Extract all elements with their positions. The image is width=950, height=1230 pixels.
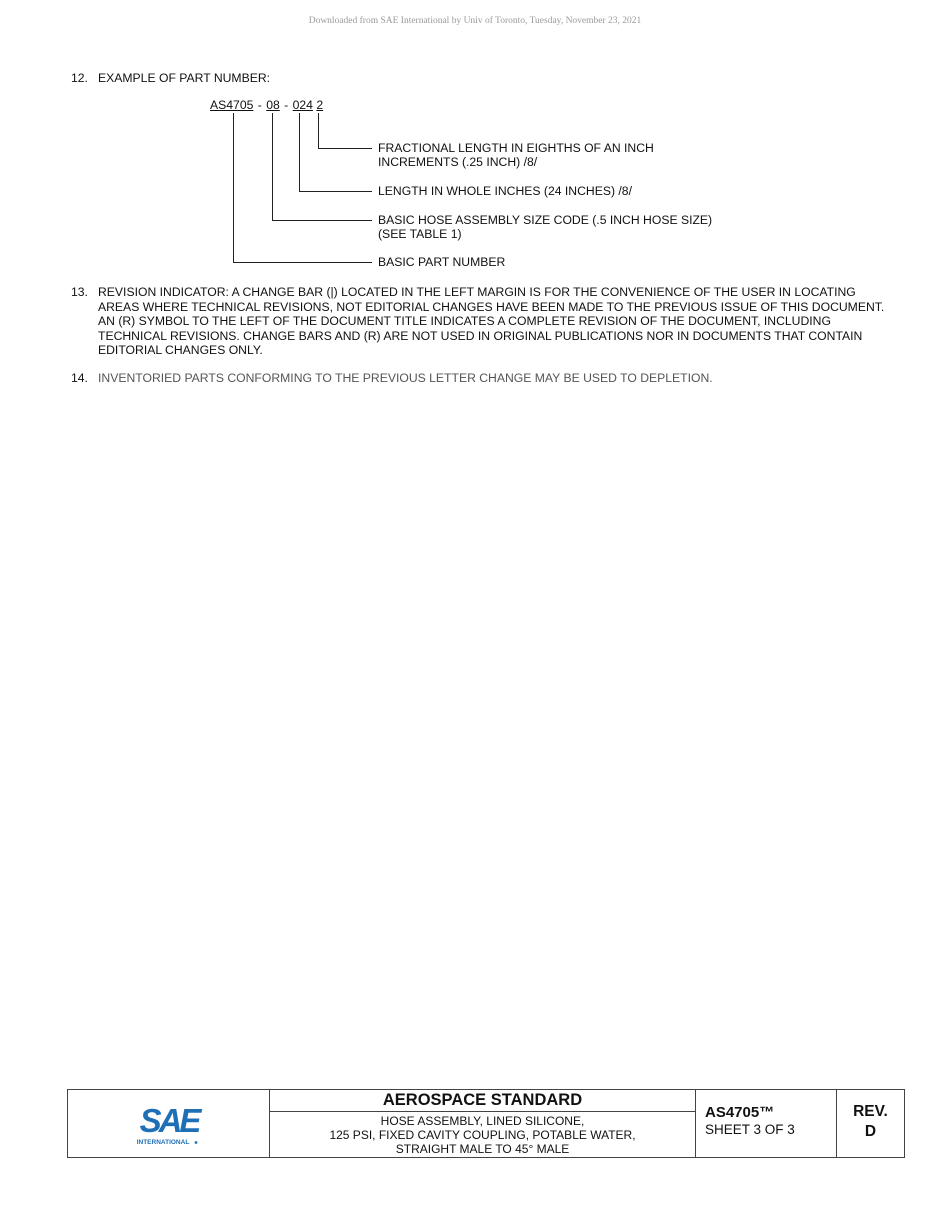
document-title	[270, 1112, 695, 1156]
title-block	[67, 1089, 905, 1158]
pn-separator: -	[257, 98, 262, 112]
pn-separator: -	[284, 98, 289, 112]
note-number: 14.	[71, 371, 88, 385]
pn-segment-length: 024	[292, 98, 313, 112]
label-line: BASIC HOSE ASSEMBLY SIZE CODE (.5 INCH HOSE SIZE)	[378, 213, 713, 227]
revision-cell	[837, 1090, 904, 1157]
pn-segment-size: 08	[266, 98, 280, 112]
document-type-heading: AEROSPACE STANDARD	[270, 1090, 695, 1112]
title-cell	[270, 1090, 696, 1157]
note-text: EXAMPLE OF PART NUMBER:	[98, 71, 271, 85]
title-line: HOSE ASSEMBLY, LINED SILICONE,	[380, 1114, 585, 1128]
note-13	[71, 285, 891, 358]
pn-segment-basic: AS4705	[210, 98, 254, 112]
title-line: 125 PSI, FIXED CAVITY COUPLING, POTABLE WATER,	[329, 1128, 636, 1142]
logo-registered-mark	[194, 1141, 197, 1144]
sae-logo-cell	[68, 1090, 270, 1157]
label-line: INCREMENTS (.25 INCH) /8/	[378, 155, 538, 170]
note-number: 13.	[71, 285, 88, 299]
sheet-number: SHEET 3 OF 3	[705, 1122, 795, 1137]
label-line: (SEE TABLE 1)	[378, 227, 462, 242]
revision-value: D	[864, 1123, 877, 1140]
revision-label: REV.	[853, 1103, 888, 1120]
pn-label-basic	[378, 255, 505, 269]
logo-wordmark: SAE	[139, 1101, 198, 1139]
sae-logo	[129, 1101, 209, 1147]
document-number-cell	[696, 1090, 837, 1157]
leader-line-basic	[234, 113, 373, 263]
document-number: AS4705™	[705, 1104, 775, 1121]
leader-line-size	[273, 113, 373, 221]
label-line: BASIC PART NUMBER	[378, 255, 506, 269]
logo-subtext: INTERNATIONAL	[136, 1138, 189, 1146]
pn-label-fraction	[378, 141, 654, 169]
title-line: STRAIGHT MALE TO 45° MALE	[395, 1142, 570, 1156]
label-line: FRACTIONAL LENGTH IN EIGHTHS OF AN INCH	[378, 141, 654, 155]
download-watermark: Downloaded from SAE International by Univ of Toronto, Tuesday, November 23, 2021	[308, 16, 642, 26]
pn-segment-fraction: 2	[316, 98, 324, 112]
leader-line-length	[300, 113, 373, 192]
pn-label-size	[378, 213, 712, 241]
label-line: LENGTH IN WHOLE INCHES (24 INCHES) /8/	[378, 184, 632, 198]
note-14	[71, 371, 891, 386]
note-number: 12.	[71, 71, 88, 85]
leader-line-fraction	[319, 113, 373, 149]
pn-label-length	[378, 184, 632, 198]
note-text: REVISION INDICATOR: A CHANGE BAR (|) LOCATED IN THE LEFT MARGIN IS FOR THE CONVENIENCE OF THE USER IN LOCATING AREAS WHERE TECHNICAL REVISIONS, NOT EDITORIAL CHANGES HAVE BEEN MADE TO THE PREVIOUS ISSUE OF THIS DOCUMENT. AN (R) SYMBOL TO THE LEFT OF THE DOCUMENT TITLE INDICATES A COMPLETE REVISION OF THE DOCUMENT, INCLUDING TECHNICAL REVISIONS. CHANGE BARS AND (R) ARE NOT USED IN ORIGINAL PUBLICATIONS NOR IN DOCUMENTS THAT CONTAIN EDITORIAL CHANGES ONLY.	[98, 285, 885, 358]
note-text: INVENTORIED PARTS CONFORMING TO THE PREVIOUS LETTER CHANGE MAY BE USED TO DEPLETION.	[98, 371, 713, 385]
